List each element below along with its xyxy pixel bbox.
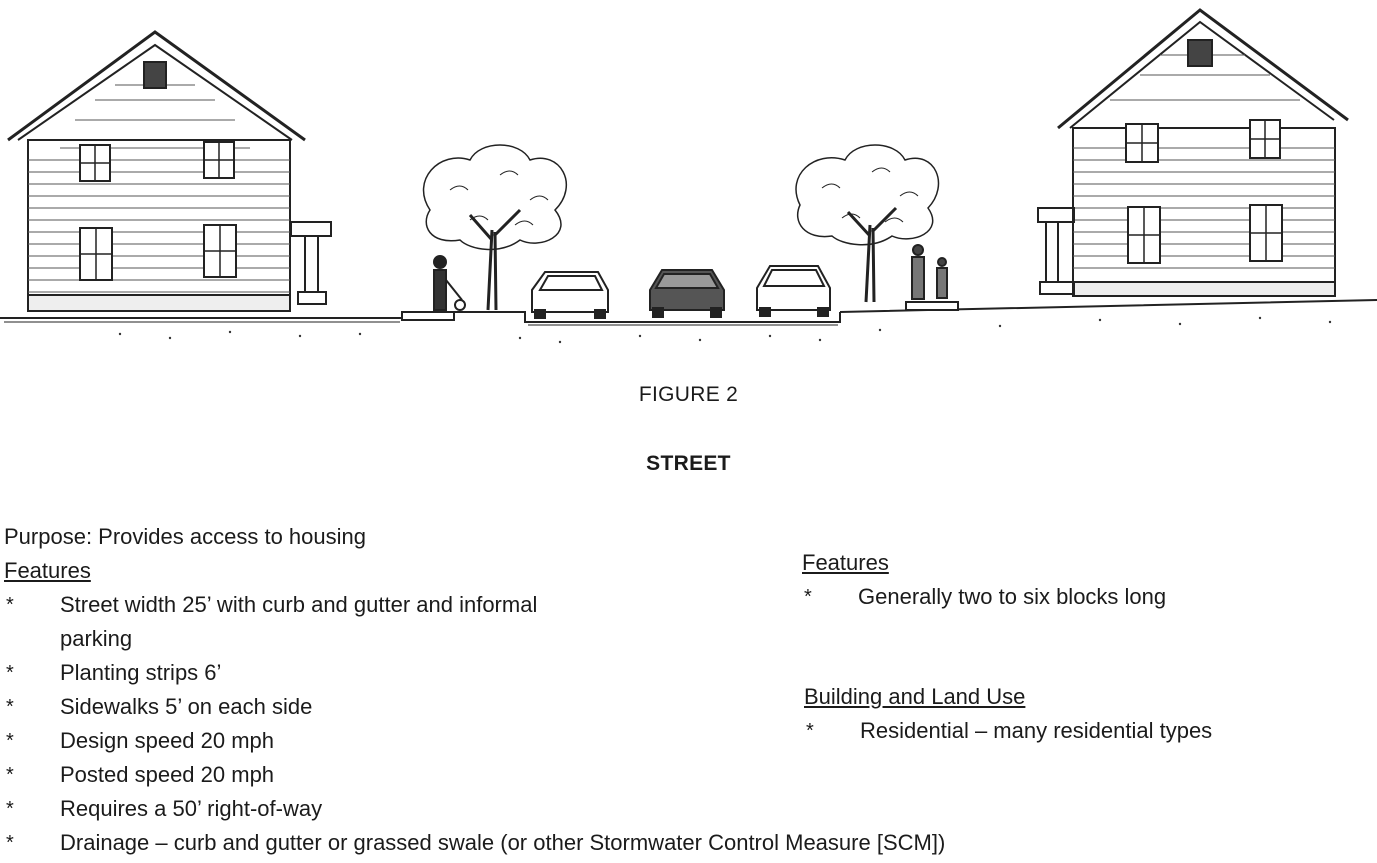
right-features-section xyxy=(802,546,1377,614)
pedestrians-right xyxy=(912,245,947,299)
sidewalk-right xyxy=(906,302,958,310)
figure-label: FIGURE 2 xyxy=(638,383,739,406)
car-left xyxy=(532,272,608,318)
car-right xyxy=(757,266,830,316)
bullet-symbol: * xyxy=(6,662,14,684)
list-item: * Street width 25’ with curb and gutter and informal parking xyxy=(4,588,945,656)
list-item: * Planting strips 6’ xyxy=(4,656,945,690)
list-item: * Requires a 50’ right-of-way xyxy=(4,792,945,826)
left-house xyxy=(8,32,331,311)
features-list-right xyxy=(802,580,1377,614)
bullet-symbol: * xyxy=(6,798,14,820)
list-item: * Drainage – curb and gutter or grassed swale (or other Stormwater Control Measure [SCM]) xyxy=(4,826,945,860)
bullet-symbol: * xyxy=(6,832,14,854)
bullet-symbol: * xyxy=(806,720,814,742)
features-heading-right: Features xyxy=(802,550,889,575)
road-surface xyxy=(455,312,840,322)
land-use-list xyxy=(804,714,1377,748)
bullet-symbol: * xyxy=(6,764,14,786)
features-heading-left: Features xyxy=(4,558,91,583)
list-item: * Generally two to six blocks long xyxy=(802,580,1377,614)
list-item: * Posted speed 20 mph xyxy=(4,758,945,792)
land-use-section xyxy=(804,680,1377,748)
list-item: * Design speed 20 mph xyxy=(4,724,945,758)
pedestrian-left xyxy=(434,256,465,310)
bullet-symbol: * xyxy=(804,586,812,608)
land-use-heading: Building and Land Use xyxy=(804,684,1026,709)
soil-stipple xyxy=(119,317,1331,343)
right-house xyxy=(1038,10,1348,296)
figure-title: STREET xyxy=(646,452,731,475)
list-item: * Sidewalks 5’ on each side xyxy=(4,690,945,724)
bullet-symbol: * xyxy=(6,696,14,718)
bullet-symbol: * xyxy=(6,730,14,752)
car-center xyxy=(650,270,724,317)
sidewalk-left xyxy=(402,312,454,320)
bullet-symbol: * xyxy=(6,594,14,616)
list-item: * Residential – many residential types xyxy=(804,714,1377,748)
street-section-illustration xyxy=(0,0,1377,360)
purpose-text: Purpose: Provides access to housing xyxy=(4,524,366,549)
